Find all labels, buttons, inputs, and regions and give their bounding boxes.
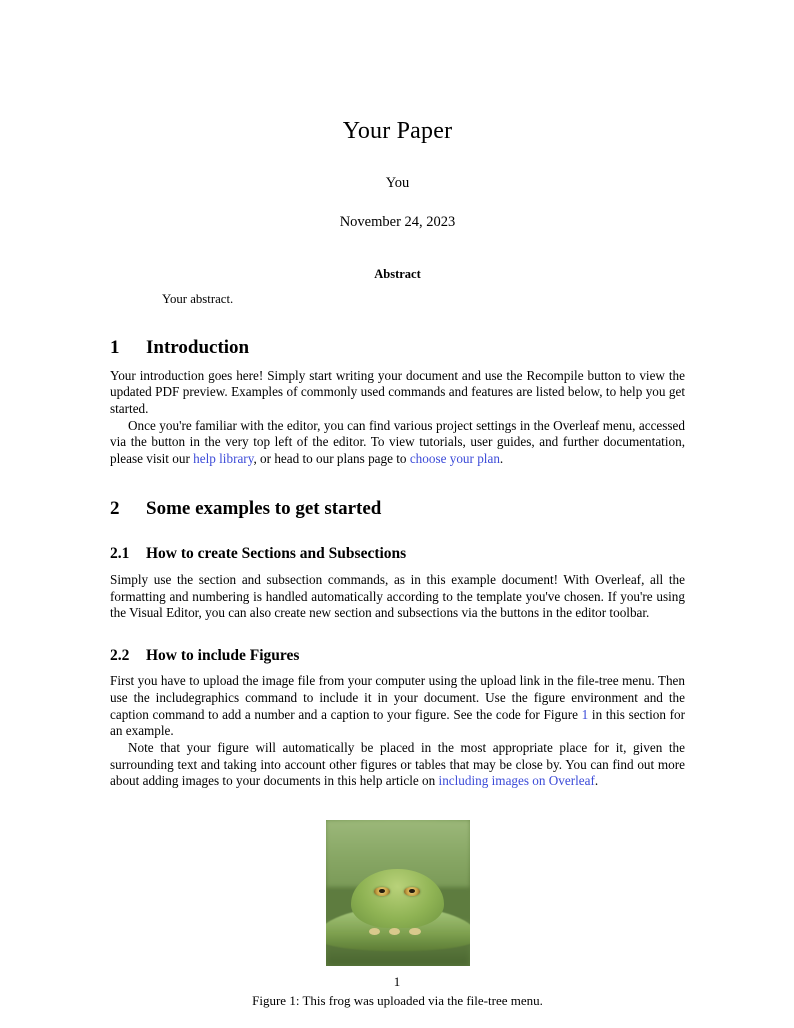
subsection-heading-2-1 — [110, 545, 685, 564]
frog-photo — [326, 820, 470, 966]
subsection-number-2-1: 2.1 — [110, 545, 130, 563]
subsection-title-2-1: How to create Sections and Subsections — [146, 545, 407, 563]
document-author: You — [385, 175, 410, 191]
frog-eye-right — [404, 887, 420, 896]
help-library-link[interactable]: help library — [193, 450, 254, 466]
section-1-paragraph-1: Your introduction goes here! Simply start writing your document and use the Recompile button to view the updated PDF preview. Examples of commonly used commands and features are listed below, to help you get started. — [110, 367, 685, 417]
frog-pupil-left — [379, 889, 385, 893]
including-images-link[interactable]: including images on Overleaf — [438, 773, 595, 789]
section-title-1: Introduction — [146, 337, 250, 358]
subsection-2-2-paragraph-1 — [110, 673, 685, 740]
subsection-2-1-paragraph: Simply use the section and subsection commands, as in this example document! With Overleaf, all the formatting and numbering is handled automatically according to the template you've chosen. If you're using the Visual Editor, you can also create new section and subsections via the buttons in the editor toolbar. — [110, 571, 685, 621]
section-1-paragraph-2-pre: Once you're familiar with the editor, you can find various project settings in the Overleaf menu, accessed via the button in the very top left of the editor. To view tutorials, user guides, and further documentation, please visit our — [110, 417, 685, 466]
subsection-2-2-paragraph-2 — [110, 740, 685, 790]
section-heading-1 — [110, 337, 685, 360]
subsection-title-2-2: How to include Figures — [146, 646, 300, 664]
subsection-number-2-2: 2.2 — [110, 646, 130, 664]
page-title: Your Paper — [342, 118, 453, 144]
section-1-paragraph-2 — [110, 418, 685, 468]
subsection-2-2-paragraph-1-pre: First you have to upload the image file from your computer using the upload link in the file-tree menu. Then use the includegraphics command to include it in your document. Use the figure environment and the caption command to add a number and a caption to your figure. See the code for Figure — [110, 673, 685, 722]
abstract-text: Your abstract. — [162, 292, 234, 306]
document-body — [110, 0, 685, 1009]
figure-reference-link[interactable]: 1 — [581, 706, 589, 722]
figure-caption: Figure 1: This frog was uploaded via the file-tree menu. — [252, 992, 543, 1008]
subsection-heading-2-2 — [110, 647, 685, 666]
subsection-2-2-paragraph-2-post: . — [594, 773, 599, 789]
frog-pupil-right — [409, 889, 415, 893]
abstract-heading: Abstract — [374, 267, 421, 281]
frog-eye-left — [374, 887, 390, 896]
subsection-2-2-paragraph-1-post: in this section for an example. — [110, 706, 685, 739]
section-heading-2 — [110, 498, 685, 521]
section-number-2: 2 — [110, 497, 120, 519]
subsection-2-2-paragraph-2-pre: Note that your figure will automatically be placed in the most appropriate place for it, given the surrounding text and taking into account other figures or tables that may be close by. You can find out more about adding images to your documents in this help article on — [110, 739, 685, 789]
choose-your-plan-link[interactable]: choose your plan — [409, 450, 500, 466]
section-title-2: Some examples to get started — [146, 497, 382, 519]
frog-toe-3 — [409, 928, 421, 935]
section-1-paragraph-2-mid: , or head to our plans page to — [253, 450, 410, 466]
frog-body-shape — [351, 869, 443, 927]
document-date: November 24, 2023 — [339, 214, 456, 230]
page-number: 1 — [393, 974, 401, 989]
section-1-paragraph-2-post: . — [499, 450, 504, 466]
section-number-1: 1 — [110, 337, 120, 358]
